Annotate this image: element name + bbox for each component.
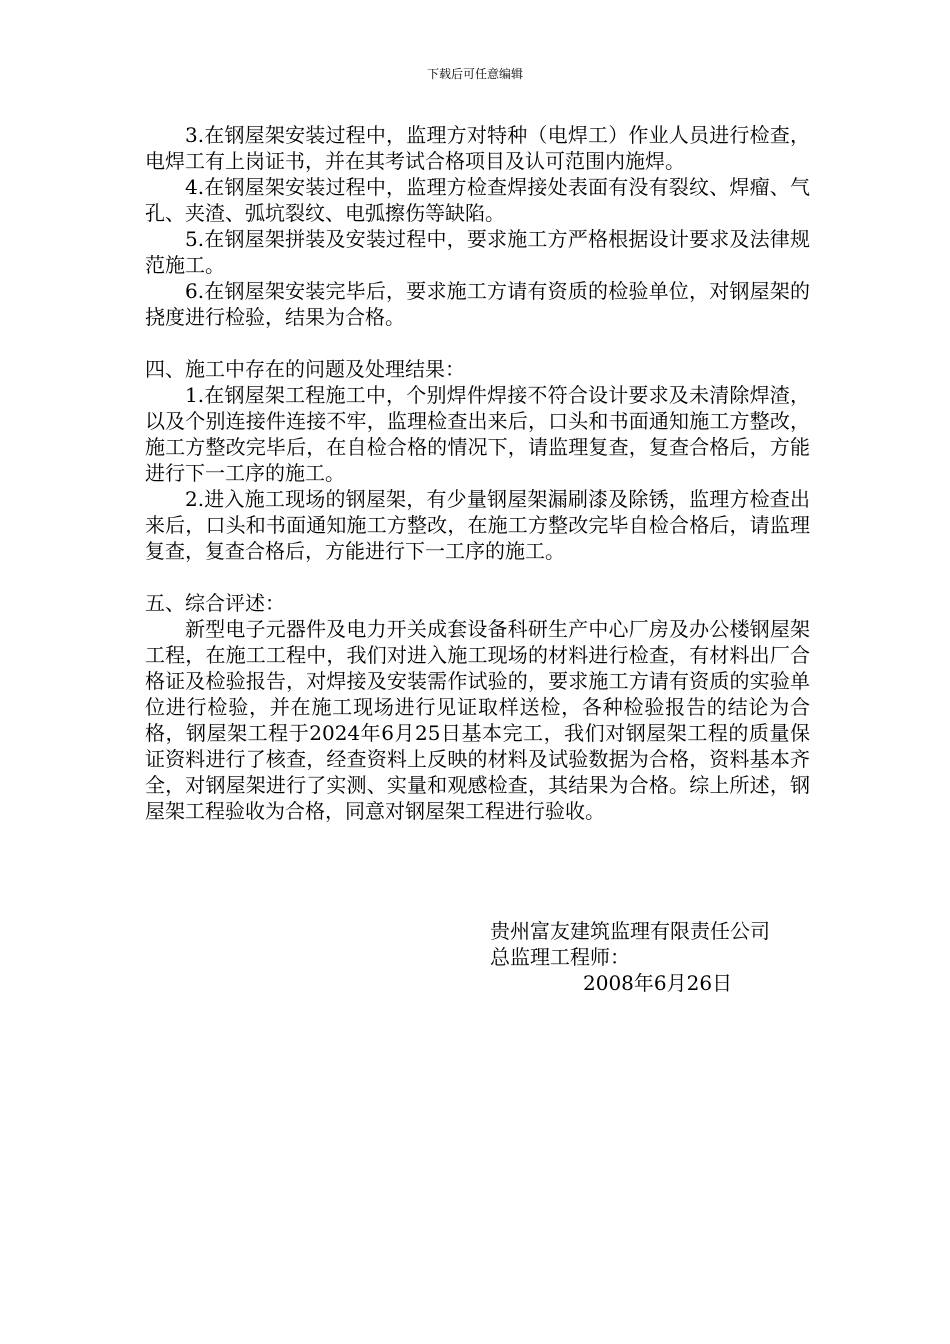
item-3: 3.在钢屋架安装过程中，监理方对特种（电焊工）作业人员进行检查，电焊工有上岗证书，并在其考试合格项目及认可范围内施焊。: [145, 123, 810, 173]
section-4-item-2: 2.进入施工现场的钢屋架，有少量钢屋架漏刷漆及除锈，监理方检查出来后，口头和书面通知施工方整改，在施工方整改完毕自检合格后，请监理复查，复查合格后，方能进行下一工序的施工。: [145, 487, 810, 563]
section-5-text: 新型电子元器件及电力开关成套设备科研生产中心厂房及办公楼钢屋架工程，在施工工程中，我们对进入施工现场的材料进行检查，有材料出厂合格证及检验报告，对焊接及安装需作试验的，要求施工方请有资质的实验单位进行检验，并在施工现场进行见证取样送检，各种检验报告的结论为合格，钢屋架工程于2024年6月25日基本完工，我们对钢屋架工程的质量保证资料进行了核查，经查资料上反映的材料及试验数据为合格，资料基本齐全，对钢屋架进行了实测、实量和观感检查，其结果为合格。综上所述，钢屋架工程验收为合格，同意对钢屋架工程进行验收。: [145, 617, 810, 823]
spacer: [145, 564, 810, 590]
section-4-item-1: 1.在钢屋架工程施工中，个别焊件焊接不符合设计要求及未清除焊渣，以及个别连接件连接不牢，监理检查出来后，口头和书面通知施工方整改，施工方整改完毕后，在自检合格的情况下，请监理复查，复查合格后，方能进行下一工序的施工。: [145, 383, 810, 485]
section-4-heading: 四、施工中存在的问题及处理结果：: [145, 357, 465, 381]
item-6: 6.在钢屋架安装完毕后，要求施工方请有资质的检验单位，对钢屋架的挠度进行检验，结果为合格。: [145, 279, 810, 329]
signature-date: 2008年6月26日: [583, 971, 733, 995]
signature-block: [490, 918, 770, 996]
section-5-heading: 五、综合评述：: [145, 591, 285, 615]
company-name: 贵州富友建筑监理有限责任公司: [490, 919, 770, 943]
page-header-note: 下载后可任意编辑: [426, 67, 523, 81]
item-4: 4.在钢屋架安装过程中，监理方检查焊接处表面有没有裂纹、焊瘤、气孔、夹渣、弧坑裂纹、电弧擦伤等缺陷。: [145, 175, 810, 225]
document-body: [145, 122, 810, 824]
chief-engineer-label: 总监理工程师：: [490, 945, 630, 969]
spacer: [145, 330, 810, 356]
item-5: 5.在钢屋架拼装及安装过程中，要求施工方严格根据设计要求及法律规范施工。: [145, 227, 810, 277]
